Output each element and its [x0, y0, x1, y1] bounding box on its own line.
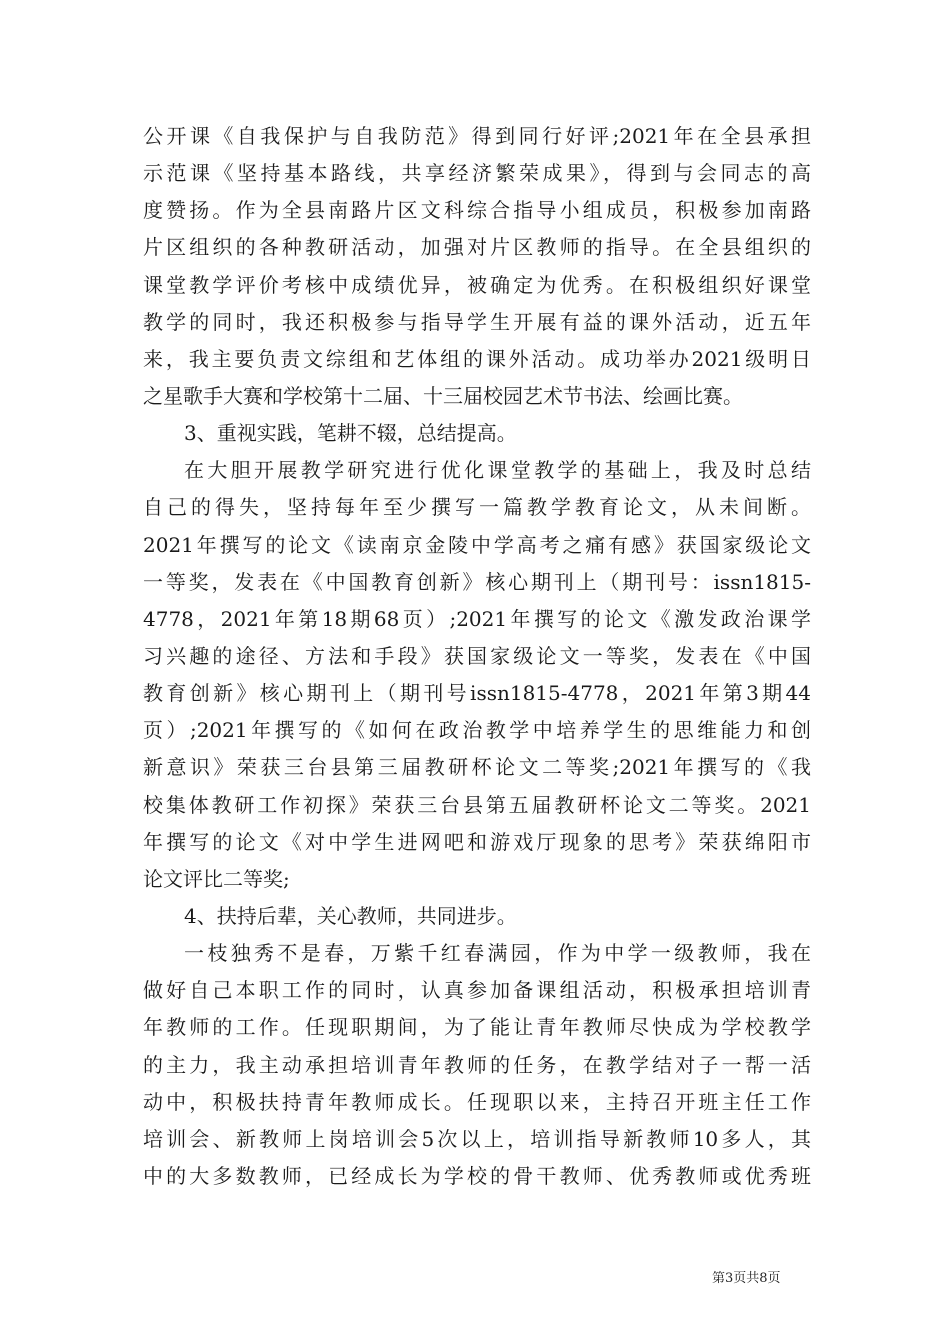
- text-line: 片区组织的各种教研活动，加强对片区教师的指导。在全县组织的: [143, 235, 811, 260]
- text-line: 之星歌手大赛和学校第十二届、十三届校园艺术节书法、绘画比赛。: [143, 383, 743, 408]
- text-line: 一枝独秀不是春，万紫千红春满园，作为中学一级教师，我在: [184, 941, 811, 966]
- text-line: 来，我主要负责文综组和艺体组的课外活动。成功举办2021级明日: [143, 346, 811, 371]
- text-line: 课堂教学评价考核中成绩优异，被确定为优秀。在积极组织好课堂: [143, 272, 811, 297]
- text-line: 年撰写的论文《对中学生进网吧和游戏厅现象的思考》荣获绵阳市: [143, 829, 811, 854]
- section-heading: 3、重视实践，笔耕不辍，总结提高。: [184, 421, 517, 446]
- text-line: 度赞扬。作为全县南路片区文科综合指导小组成员，积极参加南路: [143, 198, 811, 223]
- text-line: 的主力，我主动承担培训青年教师的任务，在教学结对子一帮一活: [143, 1052, 811, 1077]
- text-line: 中的大多数教师，已经成长为学校的骨干教师、优秀教师或优秀班: [143, 1163, 811, 1188]
- text-line: 习兴趣的途径、方法和手段》获国家级论文一等奖，发表在《中国: [143, 643, 811, 668]
- text-line: 教育创新》核心期刊上（期刊号issn1815-4778，2021年第3期44: [143, 681, 811, 706]
- text-line: 4778，2021年第18期68页）;2021年撰写的论文《激发政治课学: [143, 606, 811, 631]
- text-line: 校集体教研工作初探》荣获三台县第五届教研杯论文二等奖。2021: [143, 792, 811, 817]
- text-line: 自己的得失，坚持每年至少撰写一篇教学教育论文，从未间断。: [143, 495, 811, 520]
- document-body: [143, 118, 811, 1195]
- text-line: 做好自己本职工作的同时，认真参加备课组活动，积极承担培训青: [143, 978, 811, 1003]
- text-line: 2021年撰写的论文《读南京金陵中学高考之痛有感》获国家级论文: [143, 532, 811, 557]
- text-line: 培训会、新教师上岗培训会5次以上，培训指导新教师10多人，其: [143, 1126, 811, 1151]
- text-line: 公开课《自我保护与自我防范》得到同行好评;2021年在全县承担: [143, 124, 811, 148]
- text-line: 新意识》荣获三台县第三届教研杯论文二等奖;2021年撰写的《我: [143, 755, 811, 780]
- text-line: 教学的同时，我还积极参与指导学生开展有益的课外活动，近五年: [143, 309, 811, 334]
- page-number-footer: 第3页共8页: [712, 1271, 781, 1286]
- section-heading: 4、扶持后辈，关心教师，共同进步。: [184, 903, 517, 928]
- text-line: 年教师的工作。任现职期间，为了能让青年教师尽快成为学校教学: [143, 1015, 811, 1040]
- text-line: 在大胆开展教学研究进行优化课堂教学的基础上，我及时总结: [184, 458, 811, 483]
- text-line: 动中，积极扶持青年教师成长。任现职以来，主持召开班主任工作: [143, 1089, 811, 1114]
- text-line: 示范课《坚持基本路线，共享经济繁荣成果》，得到与会同志的高: [143, 161, 811, 186]
- text-line: 论文评比二等奖;: [143, 866, 290, 891]
- text-line: 页）;2021年撰写的《如何在政治教学中培养学生的思维能力和创: [143, 718, 811, 743]
- text-line: 一等奖，发表在《中国教育创新》核心期刊上（期刊号：issn1815-: [143, 569, 811, 594]
